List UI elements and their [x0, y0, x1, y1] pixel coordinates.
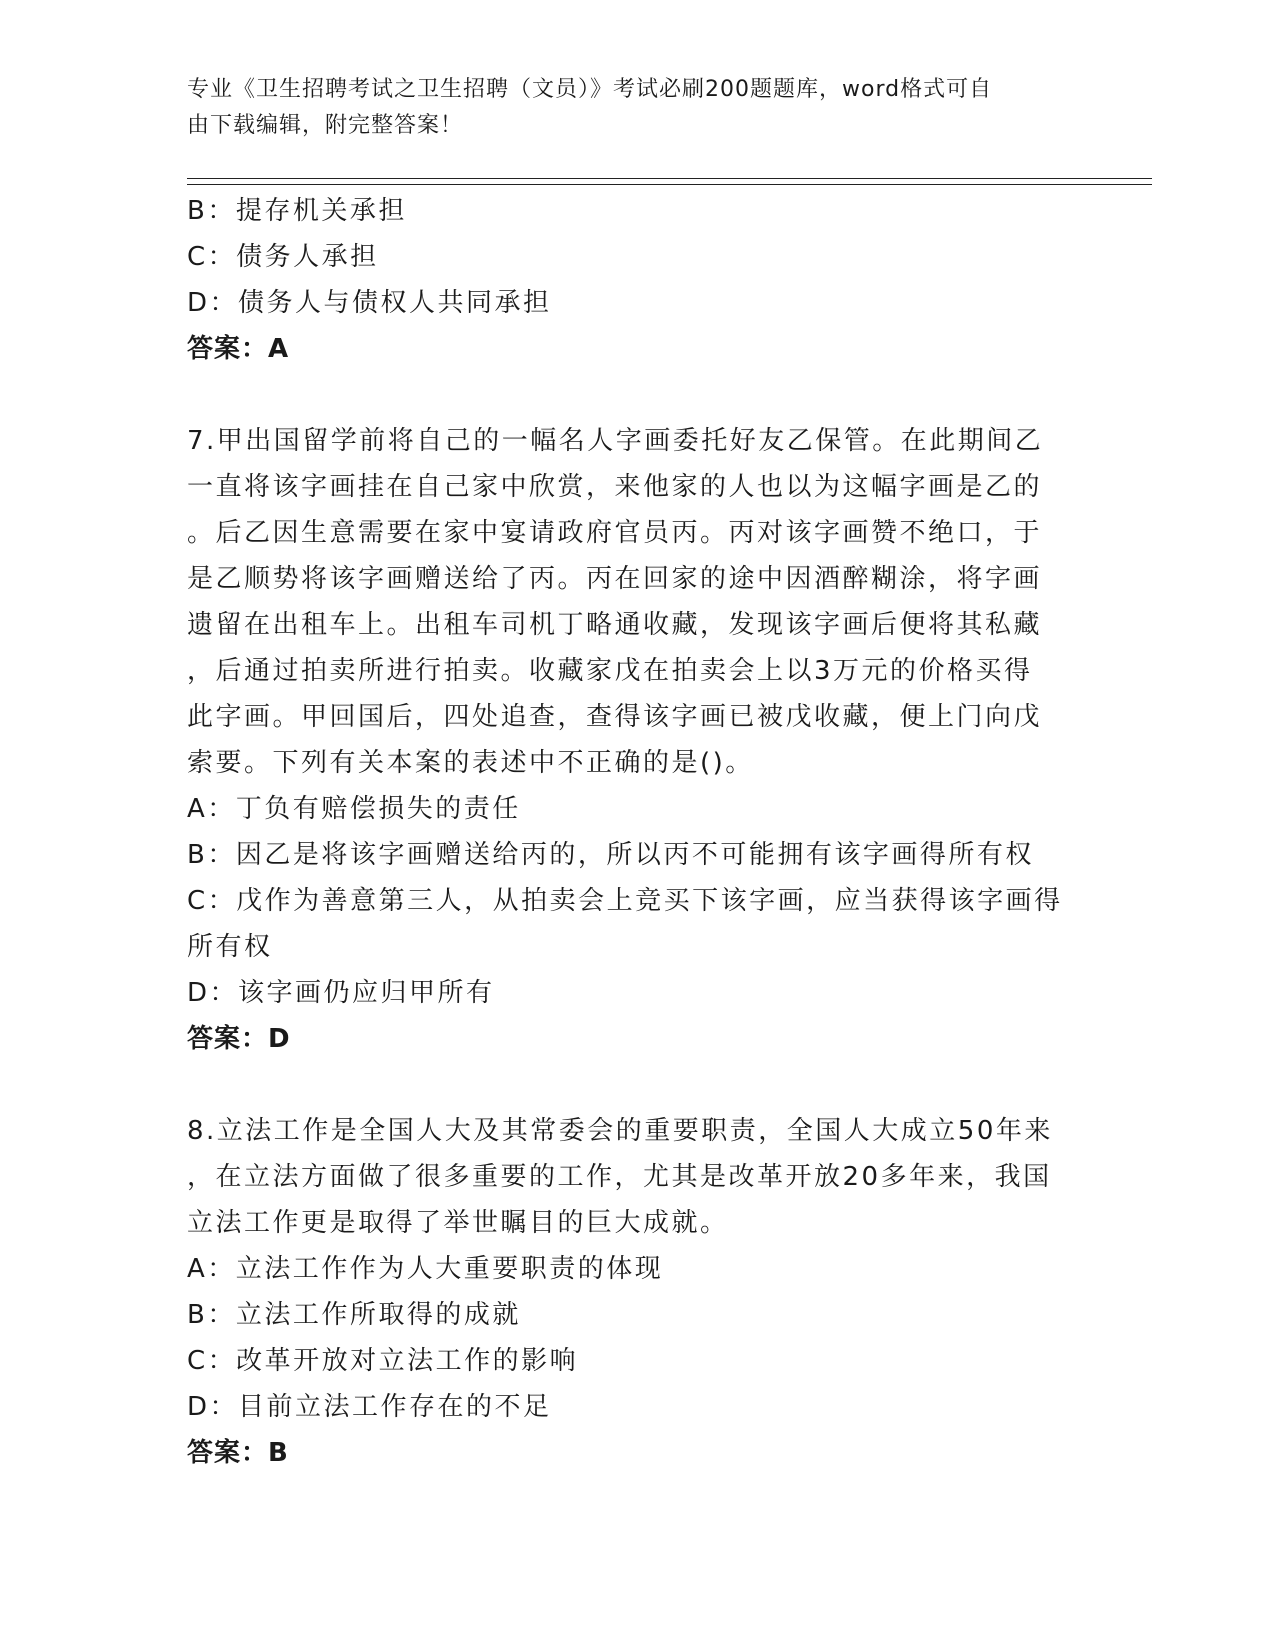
answer-label: 答案：A: [187, 334, 290, 364]
previous-question: [187, 188, 1077, 372]
document-header: [187, 72, 1067, 144]
option-b: B：提存机关承担: [187, 196, 407, 226]
spacer: [187, 1062, 1077, 1108]
option-a: A：立法工作作为人大重要职责的体现: [187, 1254, 664, 1284]
question-text-line: ，在立法方面做了很多重要的工作，尤其是改革开放20多年来，我国: [187, 1162, 1052, 1192]
question-text-line: 索要。下列有关本案的表述中不正确的是()。: [187, 748, 754, 778]
question-8: [187, 1108, 1077, 1476]
answer-label: 答案：D: [187, 1024, 291, 1054]
question-text-line: 遗留在出租车上。出租车司机丁略通收藏，发现该字画后便将其私藏: [187, 610, 1043, 640]
question-text-line: 一直将该字画挂在自己家中欣赏，来他家的人也以为这幅字画是乙的: [187, 472, 1043, 502]
header-line-1: 专业《卫生招聘考试之卫生招聘（文员）》考试必刷200题题库，word格式可自: [187, 77, 993, 102]
option-a: A：丁负有赔偿损失的责任: [187, 794, 521, 824]
question-text-line: 此字画。甲回国后，四处追查，查得该字画已被戊收藏，便上门向戊: [187, 702, 1043, 732]
question-text-line: 。后乙因生意需要在家中宴请政府官员丙。丙对该字画赞不绝口，于: [187, 518, 1043, 548]
option-c: C：改革开放对立法工作的影响: [187, 1346, 579, 1376]
question-text-line: ，后通过拍卖所进行拍卖。收藏家戊在拍卖会上以3万元的价格买得: [187, 656, 1033, 686]
option-b: B：立法工作所取得的成就: [187, 1300, 521, 1330]
option-c: C：债务人承担: [187, 242, 379, 272]
option-d: D：目前立法工作存在的不足: [187, 1392, 552, 1422]
header-divider-bottom: [187, 184, 1152, 185]
option-d: D：该字画仍应归甲所有: [187, 978, 495, 1008]
document-body: [187, 188, 1077, 1476]
option-c: C：戊作为善意第三人，从拍卖会上竞买下该字画，应当获得该字画得: [187, 886, 1063, 916]
spacer: [187, 372, 1077, 418]
question-7: [187, 418, 1077, 1062]
header-divider-top: [187, 178, 1152, 179]
question-text-line: 是乙顺势将该字画赠送给了丙。丙在回家的途中因酒醉糊涂，将字画: [187, 564, 1043, 594]
header-line-2: 由下载编辑，附完整答案！: [187, 113, 464, 138]
option-b: B：因乙是将该字画赠送给丙的，所以丙不可能拥有该字画得所有权: [187, 840, 1034, 870]
question-text-line: 立法工作更是取得了举世瞩目的巨大成就。: [187, 1208, 729, 1238]
question-text-line: 8.立法工作是全国人大及其常委会的重要职责，全国人大成立50年来: [187, 1116, 1053, 1146]
option-d: D：债务人与债权人共同承担: [187, 288, 552, 318]
option-c-continued: 所有权: [187, 932, 273, 962]
answer-label: 答案：B: [187, 1438, 289, 1468]
question-text-line: 7.甲出国留学前将自己的一幅名人字画委托好友乙保管。在此期间乙: [187, 426, 1044, 456]
